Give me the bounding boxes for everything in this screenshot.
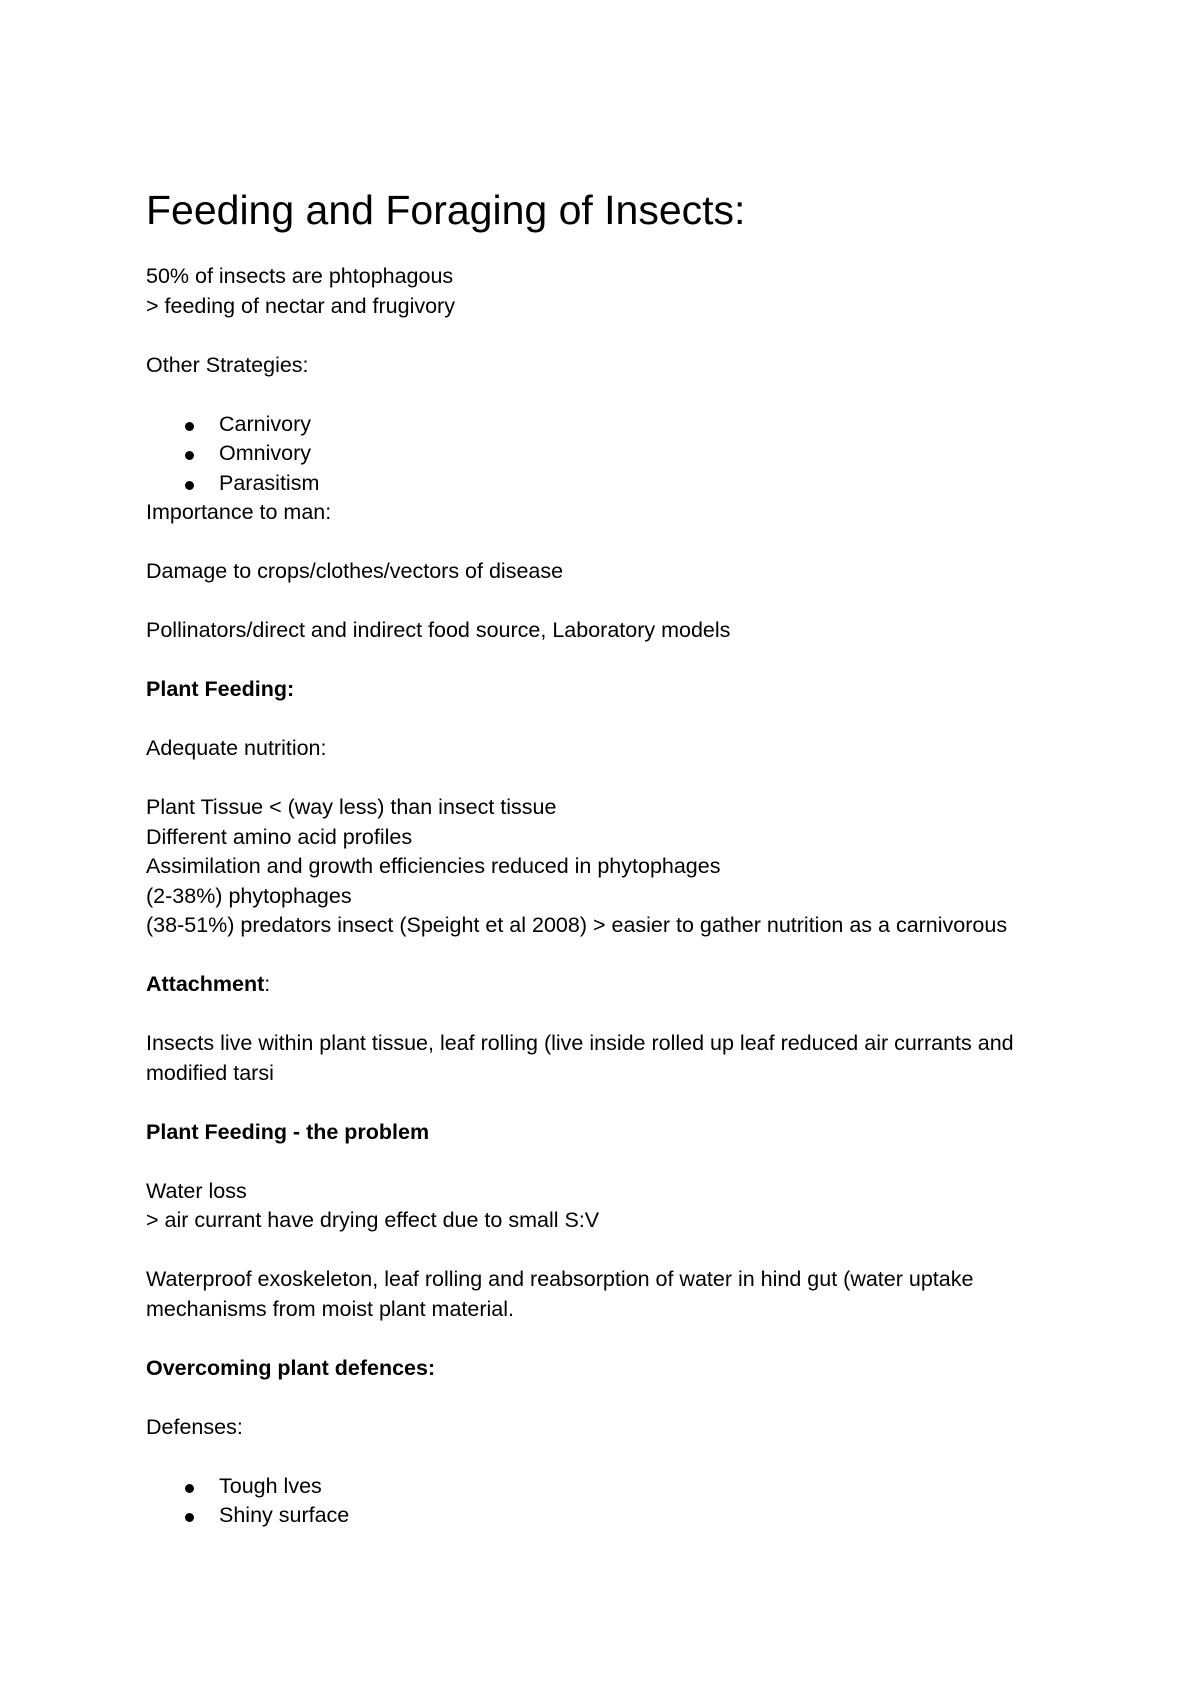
document-page xyxy=(146,184,1076,1531)
bullet-icon xyxy=(185,451,194,460)
bullet-icon xyxy=(185,1513,194,1522)
strategies-list xyxy=(146,410,1076,499)
defenses-subheading: Defenses: xyxy=(146,1414,243,1439)
list-item: Tough lves xyxy=(219,1472,1076,1502)
bullet-icon xyxy=(185,1484,194,1493)
plant-feeding-heading: Plant Feeding: xyxy=(146,677,295,701)
nutrition-line: Different amino acid profiles xyxy=(146,824,413,849)
problem-line: mechanisms from moist plant material. xyxy=(146,1296,514,1321)
list-item: Omnivory xyxy=(219,439,1076,469)
bullet-icon xyxy=(185,481,194,490)
list-item: Carnivory xyxy=(219,410,1076,440)
defenses-list xyxy=(146,1472,1076,1531)
nutrition-line: (38-51%) predators insect (Speight et al 2008) > easier to gather nutrition as a carnivorous xyxy=(146,913,1008,937)
defences-heading: Overcoming plant defences: xyxy=(146,1355,436,1380)
intro-line: > feeding of nectar and frugivory xyxy=(146,293,455,318)
intro-line: 50% of insects are phtophagous xyxy=(146,264,454,288)
problem-heading: Plant Feeding - the problem xyxy=(146,1119,430,1144)
nutrition-line: Assimilation and growth efficiencies reduced in phytophages xyxy=(146,854,721,878)
importance-negative: Damage to crops/clothes/vectors of disease xyxy=(146,559,564,583)
bullet-icon xyxy=(185,422,194,431)
importance-positive: Pollinators/direct and indirect food source, Laboratory models xyxy=(146,618,731,642)
problem-line: > air currant have drying effect due to small S:V xyxy=(146,1208,600,1232)
attachment-heading: Attachment: xyxy=(146,972,271,996)
page-title: Feeding and Foraging of Insects: xyxy=(146,187,746,233)
problem-line: Waterproof exoskeleton, leaf rolling and reabsorption of water in hind gut (water uptake xyxy=(146,1267,974,1291)
nutrition-line: (2-38%) phytophages xyxy=(146,883,352,908)
problem-line: Water loss xyxy=(146,1178,247,1203)
nutrition-subheading: Adequate nutrition: xyxy=(146,736,327,760)
list-item: Shiny surface xyxy=(219,1501,1076,1531)
importance-heading: Importance to man: xyxy=(146,500,332,524)
attachment-line: modified tarsi xyxy=(146,1060,274,1085)
attachment-line: Insects live within plant tissue, leaf rolling (live inside rolled up leaf reduced air currants and xyxy=(146,1031,1014,1055)
list-item: Parasitism xyxy=(219,469,1076,499)
other-strategies-heading: Other Strategies: xyxy=(146,352,309,377)
nutrition-line: Plant Tissue < (way less) than insect tissue xyxy=(146,795,557,819)
